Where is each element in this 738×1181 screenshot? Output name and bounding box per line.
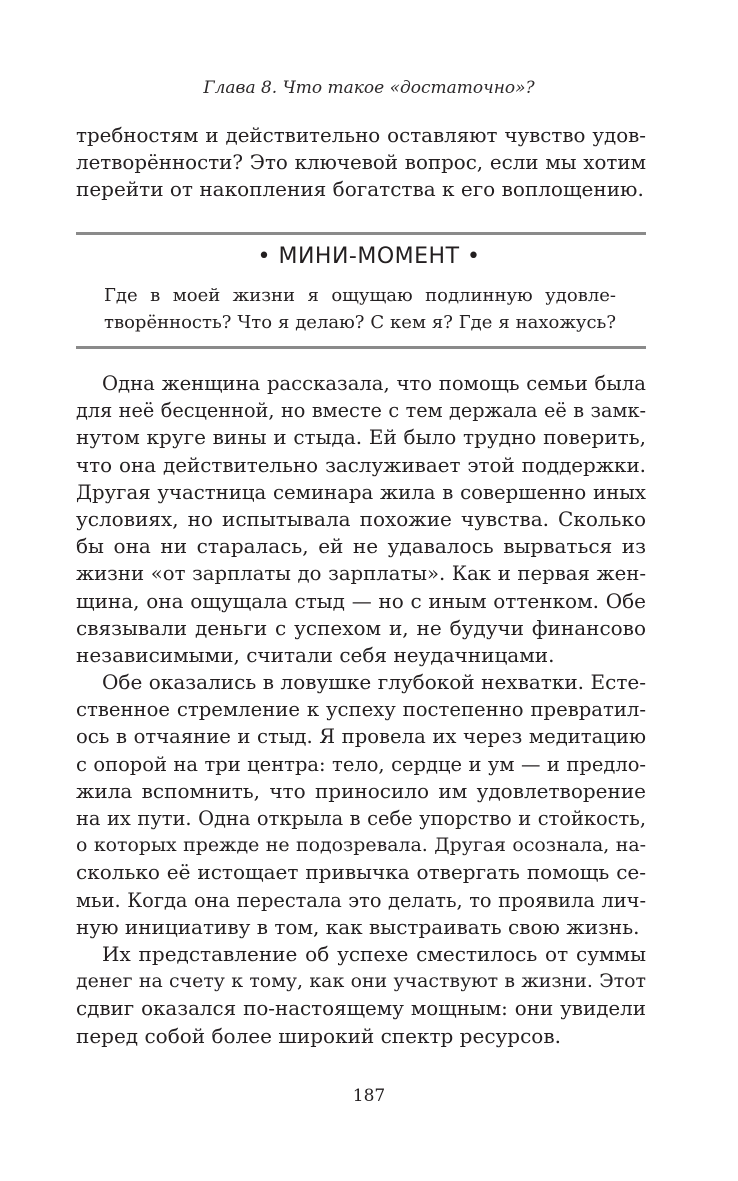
- text-line: Где в моей жизни я ощущаю подлинную удовле-: [104, 285, 616, 306]
- text-line: жила вспомнить, что приносило им удовлетворение: [76, 778, 646, 803]
- text-line: Одна женщина рассказала, что помощь семьи была: [102, 372, 646, 395]
- text-line: для неё бесценной, но вместе с тем держала её в замк-: [76, 399, 646, 423]
- text-line: перейти от накопления богатства к его воплощению.: [76, 177, 644, 202]
- text-line: ную инициативу в том, как выстраивать свою жизнь.: [76, 914, 640, 939]
- mini-moment-top-rule: [76, 232, 646, 235]
- text-line: нутом круге вины и стыда. Ей было трудно поверить,: [76, 425, 646, 450]
- text-line: независимыми, считали себя неудачницами.: [76, 642, 555, 667]
- mini-moment-title: • МИНИ-МОМЕНТ •: [257, 244, 481, 269]
- intro-text: [76, 122, 646, 204]
- paragraph: [76, 669, 646, 941]
- text-line: мьи. Когда она перестала это делать, то проявила лич-: [76, 888, 646, 912]
- text-line: бы она ни старалась, ей не удавалось вырваться из: [76, 534, 646, 559]
- text-line: жизни «от зарплаты до зарплаты». Как и первая жен-: [76, 562, 646, 586]
- text-line: перед собой более широкий спектр ресурсов.: [76, 1023, 561, 1048]
- paragraph: [76, 941, 646, 1050]
- body-text: [76, 370, 646, 1050]
- text-line: на их пути. Одна открыла в себе упорство и стойкость,: [76, 807, 646, 830]
- text-line: сколько её истощает привычка отвергать помощь се-: [76, 860, 646, 885]
- text-line: о которых прежде не подозревала. Другая осознала, на-: [76, 834, 646, 857]
- text-line: ственное стремление к успеху постепенно превратил-: [76, 698, 646, 722]
- text-line: ось в отчаяние и стыд. Я провела их через медитацию: [76, 725, 646, 749]
- text-line: Другая участница семинара жила в совершенно иных: [76, 480, 646, 504]
- text-line: связывали деньги с успехом и, не будучи финансово: [76, 615, 646, 640]
- paragraph: [76, 370, 646, 669]
- text-line: щина, она ощущала стыд — но с иным оттенком. Обе: [76, 588, 646, 613]
- text-line: денег на счету к тому, как они участвуют в жизни. Этот: [76, 970, 646, 993]
- text-line: Их представление об успехе сместилось от суммы: [102, 941, 646, 966]
- text-line: Обе оказались в ловушке глубокой нехватки. Есте-: [102, 670, 646, 695]
- running-head: Глава 8. Что такое «достаточно»?: [203, 78, 535, 98]
- text-line: условиях, но испытывала похожие чувства. Сколько: [76, 506, 646, 531]
- mini-moment-bottom-rule: [76, 346, 646, 349]
- page-number: 187: [352, 1086, 386, 1106]
- text-line: что она действительно заслуживает этой поддержки.: [76, 453, 646, 477]
- text-line: летворённости? Это ключевой вопрос, если мы хотим: [76, 151, 646, 175]
- text-line: сдвиг оказался по-настоящему мощным: они увидели: [76, 997, 646, 1021]
- mini-moment-text: [104, 282, 616, 336]
- text-line: требностям и действительно оставляют чувство удов-: [76, 124, 646, 147]
- text-line: с опорой на три центра: тело, сердце и ум — и предло-: [76, 752, 646, 776]
- text-line: творённость? Что я делаю? С кем я? Где я нахожусь?: [104, 312, 616, 333]
